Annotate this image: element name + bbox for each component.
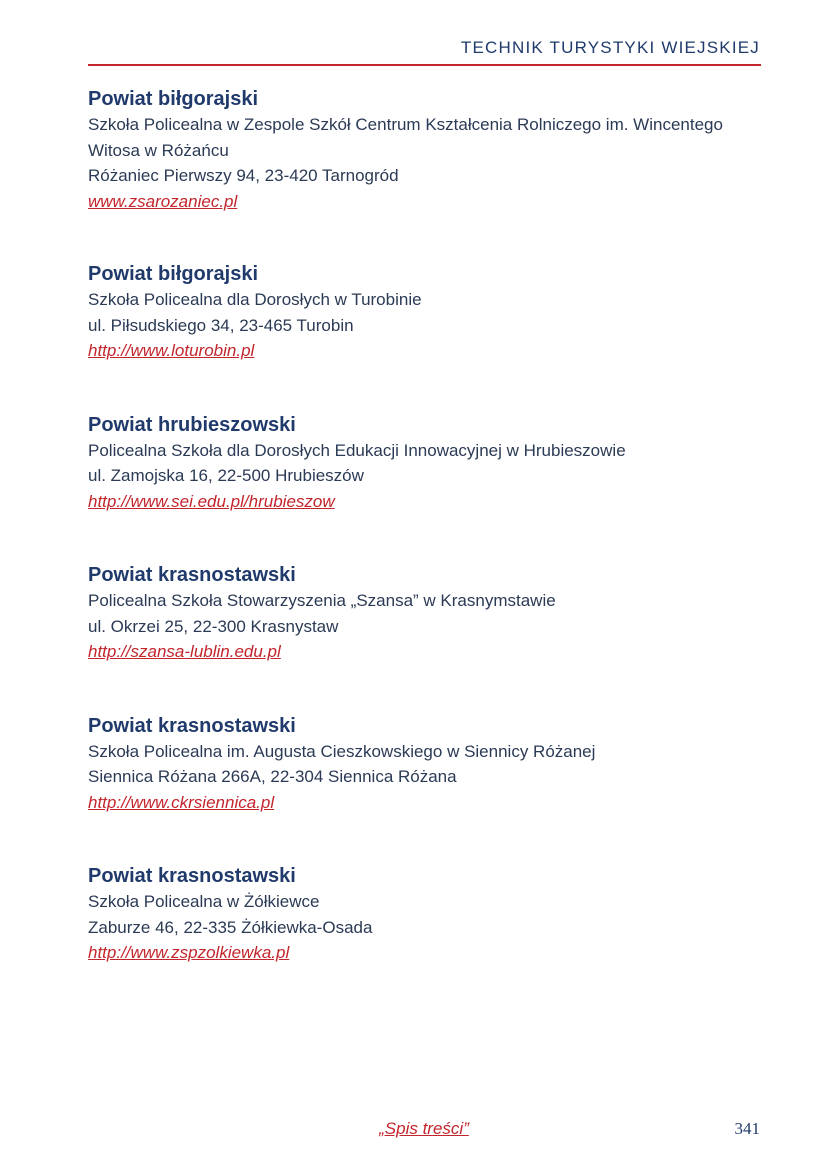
- school-entry: [88, 863, 760, 1014]
- school-name: Szkoła Policealna w Żółkiewce: [88, 892, 320, 911]
- school-name: Szkoła Policealna im. Augusta Cieszkowskiego w Siennicy Różanej: [88, 741, 596, 761]
- district-heading: Powiat krasnostawski: [88, 865, 296, 887]
- school-name: Policealna Szkoła Stowarzyszenia „Szansa” w Krasnymstawie: [88, 591, 556, 610]
- school-address: ul. Piłsudskiego 34, 23-465 Turobin: [88, 315, 354, 335]
- table-of-contents-link[interactable]: „Spis treści”: [379, 1119, 469, 1138]
- school-name: Szkoła Policealna w Zespole Szkół Centrum Kształcenia Rolniczego im. Wincentego Witosa w Różańcu: [88, 115, 723, 160]
- school-entry: [88, 261, 760, 412]
- header-divider: [88, 64, 761, 66]
- school-entry: [88, 562, 760, 713]
- school-address: Siennica Różana 266A, 22-304 Siennica Różana: [88, 767, 457, 786]
- school-name: Szkoła Policealna dla Dorosłych w Turobinie: [88, 290, 422, 309]
- page-number: 341: [734, 1119, 760, 1138]
- school-entry: [88, 713, 760, 864]
- running-header-title: TECHNIK TURYSTYKI WIEJSKIEJ: [460, 38, 760, 57]
- school-website-link[interactable]: http://www.ckrsiennica.pl: [88, 792, 275, 812]
- district-heading: Powiat krasnostawski: [88, 564, 296, 586]
- school-website-link[interactable]: http://www.zspzolkiewka.pl: [88, 943, 290, 962]
- school-entry: [88, 412, 760, 563]
- district-heading: Powiat krasnostawski: [88, 714, 296, 737]
- school-list: [88, 86, 760, 1014]
- school-address: Różaniec Pierwszy 94, 23-420 Tarnogród: [88, 166, 399, 185]
- school-website-link[interactable]: http://www.sei.edu.pl/hrubieszow: [88, 491, 335, 511]
- district-heading: Powiat hrubieszowski: [88, 413, 296, 436]
- district-heading: Powiat biłgorajski: [88, 88, 259, 110]
- school-website-link[interactable]: http://www.loturobin.pl: [88, 341, 255, 360]
- school-address: Zaburze 46, 22-335 Żółkiewka-Osada: [88, 917, 373, 937]
- district-heading: Powiat biłgorajski: [88, 263, 259, 285]
- school-website-link[interactable]: http://szansa-lublin.edu.pl: [88, 642, 281, 661]
- school-name: Policealna Szkoła dla Dorosłych Edukacji Innowacyjnej w Hrubieszowie: [88, 440, 626, 460]
- school-address: ul. Okrzei 25, 22-300 Krasnystaw: [88, 616, 339, 636]
- school-entry: [88, 86, 760, 261]
- school-website-link[interactable]: www.zsarozaniec.pl: [88, 191, 238, 211]
- school-address: ul. Zamojska 16, 22-500 Hrubieszów: [88, 466, 364, 485]
